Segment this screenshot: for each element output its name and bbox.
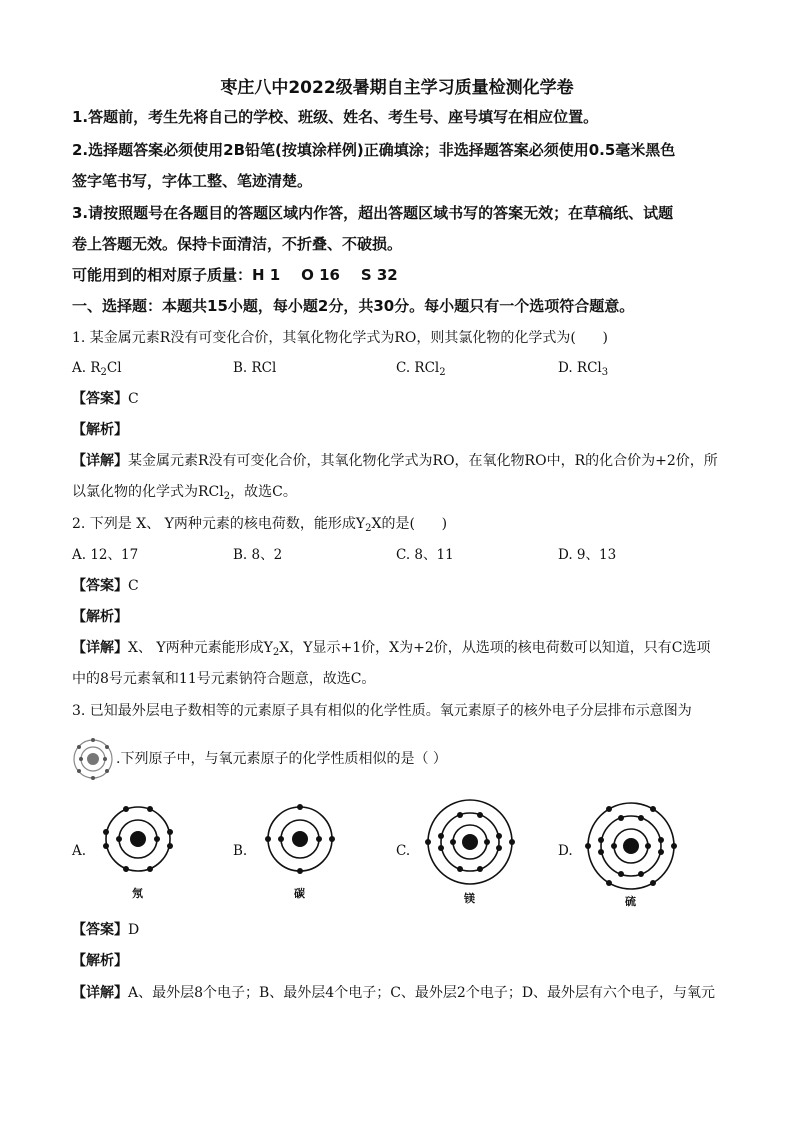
q3-option-a-caption: 氖 — [132, 887, 143, 900]
instruction-1: 1.答题前，考生先将自己的学校、班级、姓名、考生号、座号填写在相应位置。 — [72, 108, 599, 126]
q2-answer: 【答案】C — [72, 578, 139, 594]
instruction-3: 3.请按照题号在各题目的答题区域内作答，超出答题区域书写的答案无效；在草稿纸、试题 — [72, 204, 674, 222]
atomic-masses: 可能用到的相对原子质量：H 1 O 16 S 32 — [72, 266, 398, 284]
oxygen-atom-diagram — [72, 738, 114, 780]
exam-title: 枣庄八中2022级暑期自主学习质量检测化学卷 — [220, 78, 574, 98]
question-3-stem: 3. 已知最外层电子数相等的元素原子具有相似的化学性质。氧元素原子的核外电子分层排布示意图为 — [72, 703, 692, 719]
q2-detail-cont: 中的8号元素氧和11号元素钠符合题意，故选C。 — [72, 671, 376, 687]
q2-option-a: A. 12、17 — [72, 547, 139, 563]
q1-detail-cont: 以氯化物的化学式为RCl$_2$，故选C。 — [72, 484, 297, 502]
q3-option-c-letter: C. — [396, 843, 411, 859]
q3-option-c-caption: 镁 — [464, 892, 475, 905]
q3-detail: 【详解】A、最外层8个电子；B、最外层4个电子；C、最外层2个电子；D、最外层有六个电子，与氧元 — [72, 985, 716, 1001]
question-1-stem: 1. 某金属元素R没有可变化合价，其氧化物化学式为RO，则其氯化物的化学式为( ) — [72, 330, 608, 346]
q1-option-d: D. RCl$_3$ — [558, 360, 609, 378]
q2-option-b: B. 8、2 — [233, 547, 283, 563]
instruction-2: 2.选择题答案必须使用2B铅笔(按填涂样例)正确填涂；非选择题答案必须使用0.5毫米黑色 — [72, 141, 676, 159]
question-2-stem: 2. 下列是 X、 Y两种元素的核电荷数，能形成$Y_2X$的是( ) — [72, 516, 448, 534]
question-3-stem-cont: .下列原子中，与氧元素原子的化学性质相似的是（ ） — [116, 751, 447, 767]
q3-option-a-letter: A. — [72, 843, 87, 859]
neon-atom-diagram — [96, 803, 180, 879]
section-heading: 一、选择题：本题共15小题，每小题2分，共30分。每小题只有一个选项符合题意。 — [72, 297, 635, 315]
q2-option-c: C. 8、11 — [396, 547, 454, 563]
sulfur-atom-diagram — [584, 799, 678, 893]
q3-option-d-caption: 硫 — [625, 895, 636, 908]
q1-option-b: B. RCl — [233, 360, 277, 376]
q3-analysis-label: 【解析】 — [72, 953, 128, 969]
q3-option-b-caption: 碳 — [294, 887, 305, 900]
q1-detail: 【详解】某金属元素R没有可变化合价，其氧化物化学式为RO，在氧化物RO中，R的化合价为+2价，所 — [72, 453, 718, 469]
q3-option-b-letter: B. — [233, 843, 248, 859]
q3-answer: 【答案】D — [72, 922, 140, 938]
instruction-2-cont: 签字笔书写，字体工整、笔迹清楚。 — [72, 172, 313, 190]
instruction-3-cont: 卷上答题无效。保持卡面清洁，不折叠、不破损。 — [72, 235, 403, 253]
q1-option-a: A. $R_2Cl$ — [72, 360, 122, 378]
carbon-atom-diagram — [258, 803, 342, 879]
q1-answer: 【答案】C — [72, 391, 139, 407]
q2-option-d: D. 9、13 — [558, 547, 617, 563]
q2-detail: 【详解】X、 Y两种元素能形成$Y_2X$，Y显示+1价，X为+2价，从选项的核电荷数可以知道，只有C选项 — [72, 640, 711, 658]
q1-option-c: C. RCl$_2$ — [396, 360, 446, 378]
magnesium-atom-diagram — [424, 796, 516, 888]
q2-analysis-label: 【解析】 — [72, 609, 128, 625]
q3-option-d-letter: D. — [558, 843, 573, 859]
q1-analysis-label: 【解析】 — [72, 422, 128, 438]
